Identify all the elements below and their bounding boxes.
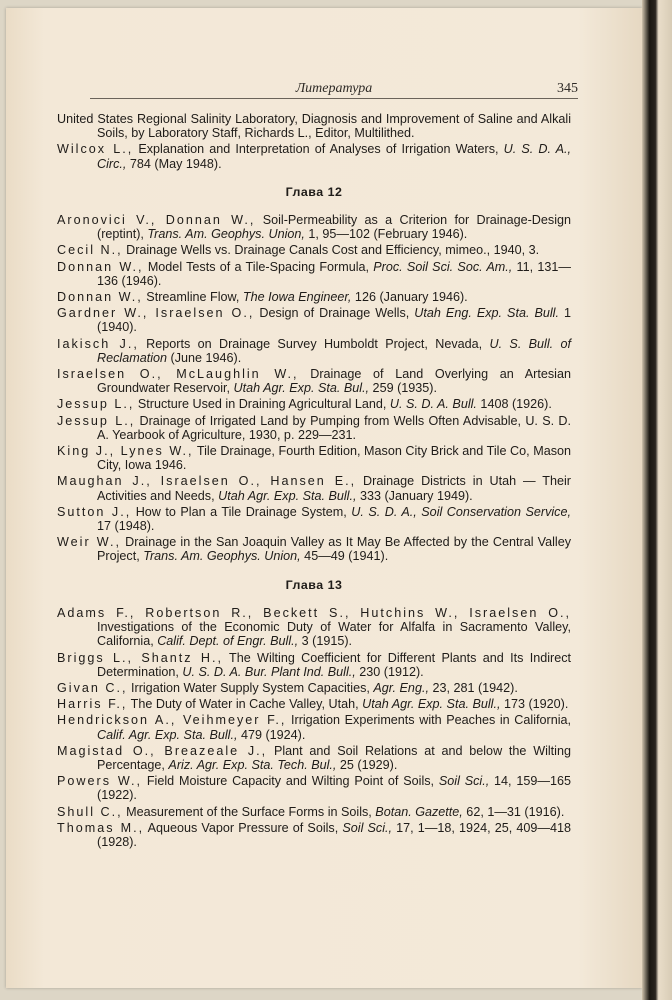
reference-entry (57, 505, 571, 533)
reference-text: Investigations of the Economic Duty of Water for Alfalfa in Sacramento Valley, California, (97, 620, 571, 649)
reference-details: 11, 131—136 (1946). (97, 259, 571, 288)
reference-author: Aronovici V., Donnan W., (57, 213, 256, 228)
page-number: 345 (557, 81, 578, 96)
reference-entry (57, 474, 571, 502)
reference-entry (57, 397, 571, 411)
reference-text: The Wilting Coefficient for Different Plants and Its Indirect Determination, (97, 650, 571, 679)
reference-text: Reports on Drainage Survey Humboldt Project, Nevada, (138, 336, 490, 351)
reference-text: Measurement of the Surface Forms in Soils, (122, 804, 376, 819)
reference-journal: Trans. Am. Geophys. Union, (147, 227, 305, 242)
reference-author: Israelsen O., McLaughlin W., (57, 367, 299, 382)
reference-journal: U. S. D. A., Circ., (97, 142, 571, 171)
reference-author: Donnan W., (57, 290, 143, 305)
reference-journal: Calif. Dept. of Engr. Bull., (157, 634, 299, 649)
reference-author: Wilcox L., (57, 142, 134, 157)
bibliography (57, 112, 571, 851)
reference-entry (57, 713, 571, 741)
reference-author: King J., Lynes W., (57, 444, 194, 459)
reference-text: Explanation and Interpretation of Analyses of Irrigation Waters, (133, 142, 504, 157)
reference-text: Structure Used in Draining Agricultural Land, (134, 397, 390, 412)
reference-author: Harris F., (57, 697, 128, 712)
reference-journal: Agr. Eng., (373, 680, 429, 695)
reference-entry (57, 367, 571, 395)
reference-text: Irrigation Experiments with Peaches in California, (286, 713, 572, 728)
reference-text: Soil-Permeability as a Criterion for Drainage-Design (reptint), (97, 213, 571, 242)
reference-text: The Duty of Water in Cache Valley, Utah, (127, 697, 363, 712)
reference-entry (57, 112, 571, 140)
reference-entry (57, 606, 571, 649)
reference-text: Model Tests of a Tile-Spacing Formula, (143, 259, 374, 274)
reference-details: 173 (1920). (500, 697, 569, 712)
reference-details: 3 (1915). (298, 634, 353, 649)
reference-journal: Soil Sci., (342, 820, 393, 835)
reference-entry (57, 337, 571, 365)
reference-author: Sutton J., (57, 504, 132, 519)
reference-details: 1 (1940). (97, 306, 572, 335)
reference-details: 259 (1935). (369, 381, 437, 396)
reference-journal: Ariz. Agr. Exp. Sta. Tech. Bul., (168, 757, 337, 772)
chapter-heading: Глава 12 (285, 184, 343, 199)
reference-entry (57, 821, 571, 849)
reference-journal: U. S. Bull. of Reclamation (97, 336, 571, 365)
reference-author: Cecil N., (57, 243, 123, 258)
reference-text: Irrigation Water Supply System Capacities, (127, 680, 374, 695)
reference-entry (57, 535, 571, 563)
reference-details: (June 1946). (167, 350, 242, 365)
reference-entry (57, 290, 571, 304)
reference-author: Gardner W., Israelsen O., (57, 306, 255, 321)
reference-details: 1408 (1926). (476, 397, 552, 412)
reference-entry (57, 243, 571, 257)
reference-entry (57, 651, 571, 679)
reference-entry (57, 142, 571, 170)
reference-journal: Utah Agr. Exp. Sta. Bul., (233, 381, 370, 396)
reference-text: How to Plan a Tile Drainage System, (131, 504, 352, 519)
reference-journal: Utah Agr. Exp. Sta. Bull., (362, 697, 501, 712)
reference-author: Shull C., (57, 804, 123, 819)
reference-details: 23, 281 (1942). (428, 680, 518, 695)
reference-journal: Utah Agr. Exp. Sta. Bull., (218, 488, 357, 503)
reference-details: 17, 1—18, 1924, 25, 409—418 (1928). (97, 820, 571, 849)
reference-details: 126 (January 1946). (351, 290, 468, 305)
reference-details: 14, 159—165 (1922). (97, 774, 571, 803)
reference-journal: Calif. Agr. Exp. Sta. Bull., (97, 727, 238, 742)
reference-details: 25 (1929). (336, 757, 398, 772)
running-title: Литература (295, 81, 373, 96)
reference-text: United States Regional Salinity Laboratory, Diagnosis and Improvement of Saline and Alkali Soils, by Laboratory Staff, Richards L., Editor, Multilithed. (57, 112, 571, 141)
reference-text: Streamline Flow, (142, 290, 243, 305)
reference-entry (57, 744, 571, 772)
reference-entry (57, 681, 571, 695)
reference-journal: U. S. D. A. Bull. (389, 397, 477, 412)
reference-author: Briggs L., Shantz H., (57, 650, 223, 665)
reference-details: 45—49 (1941). (300, 549, 389, 564)
reference-details: 479 (1924). (237, 727, 306, 742)
reference-author: Givan C., (57, 680, 128, 695)
reference-journal: U. S. D. A. Bur. Plant Ind. Bull., (182, 664, 356, 679)
reference-journal: Trans. Am. Geophys. Union, (143, 549, 301, 564)
reference-text: Drainage Wells vs. Drainage Canals Cost and Efficiency, mimeo., 1940, 3. (122, 243, 540, 258)
reference-details: 1, 95—102 (February 1946). (304, 227, 468, 242)
reference-entry (57, 306, 571, 334)
reference-text: Drainage Districts in Utah — Their Activities and Needs, (97, 474, 571, 503)
reference-text: Plant and Soil Relations at and below the Wilting Percentage, (97, 743, 571, 772)
reference-author: Iakisch J., (57, 336, 139, 351)
reference-author: Jessup L., (57, 397, 135, 412)
reference-entry (57, 697, 571, 711)
reference-author: Hendrickson A., Veihmeyer F., (57, 713, 287, 728)
reference-text: Drainage of Land Overlying an Artesian Groundwater Reservoir, (97, 367, 571, 396)
reference-author: Adams F., Robertson R., Beckett S., Hutchins W., Israelsen O., (57, 605, 571, 620)
reference-text: Aqueous Vapor Pressure of Soils, (144, 820, 343, 835)
reference-entry (57, 260, 571, 288)
reference-author: Maughan J., Israelsen O., Hansen E., (57, 474, 357, 489)
reference-details: 17 (1948). (97, 519, 155, 534)
reference-author: Thomas M., (57, 820, 145, 835)
page-header (90, 74, 578, 99)
reference-entry (57, 774, 571, 802)
chapter-heading: Глава 13 (285, 577, 343, 592)
reference-author: Jessup L., (57, 413, 136, 428)
reference-text: Tile Drainage, Fourth Edition, Mason City Brick and Tile Co, Mason City, Iowa 1946. (97, 444, 571, 473)
reference-journal: Proc. Soil Sci. Soc. Am., (373, 259, 513, 274)
reference-journal: Soil Sci., (438, 774, 490, 789)
reference-entry (57, 414, 571, 442)
reference-journal: U. S. D. A., Soil Conservation Service, (351, 504, 571, 519)
reference-entry (57, 213, 571, 241)
reference-text: Design of Drainage Wells, (254, 306, 415, 321)
reference-text: Drainage of Irrigated Land by Pumping from Wells Often Advisable, U. S. D. A. Yearbook of Agriculture, 1930, p. 229—231. (97, 413, 572, 442)
reference-entry (57, 444, 571, 472)
reference-journal: Botan. Gazette, (375, 804, 463, 819)
reference-author: Magistad O., Breazeale J., (57, 743, 268, 758)
reference-author: Donnan W., (57, 259, 144, 274)
reference-text: Field Moisture Capacity and Wilting Point of Soils, (142, 774, 439, 789)
reference-journal: The Iowa Engineer, (242, 290, 352, 305)
reference-journal: Utah Eng. Exp. Sta. Bull. (414, 306, 559, 321)
reference-author: Weir W., (57, 535, 121, 550)
reference-details: 62, 1—31 (1916). (462, 804, 565, 819)
reference-details: 784 (May 1948). (126, 156, 222, 171)
reference-details: 230 (1912). (355, 664, 424, 679)
reference-author: Powers W., (57, 774, 143, 789)
reference-details: 333 (January 1949). (356, 488, 473, 503)
book-spine (642, 0, 672, 1000)
reference-text: Drainage in the San Joaquin Valley as It May Be Affected by the Central Valley Project, (97, 535, 572, 564)
reference-entry (57, 805, 571, 819)
